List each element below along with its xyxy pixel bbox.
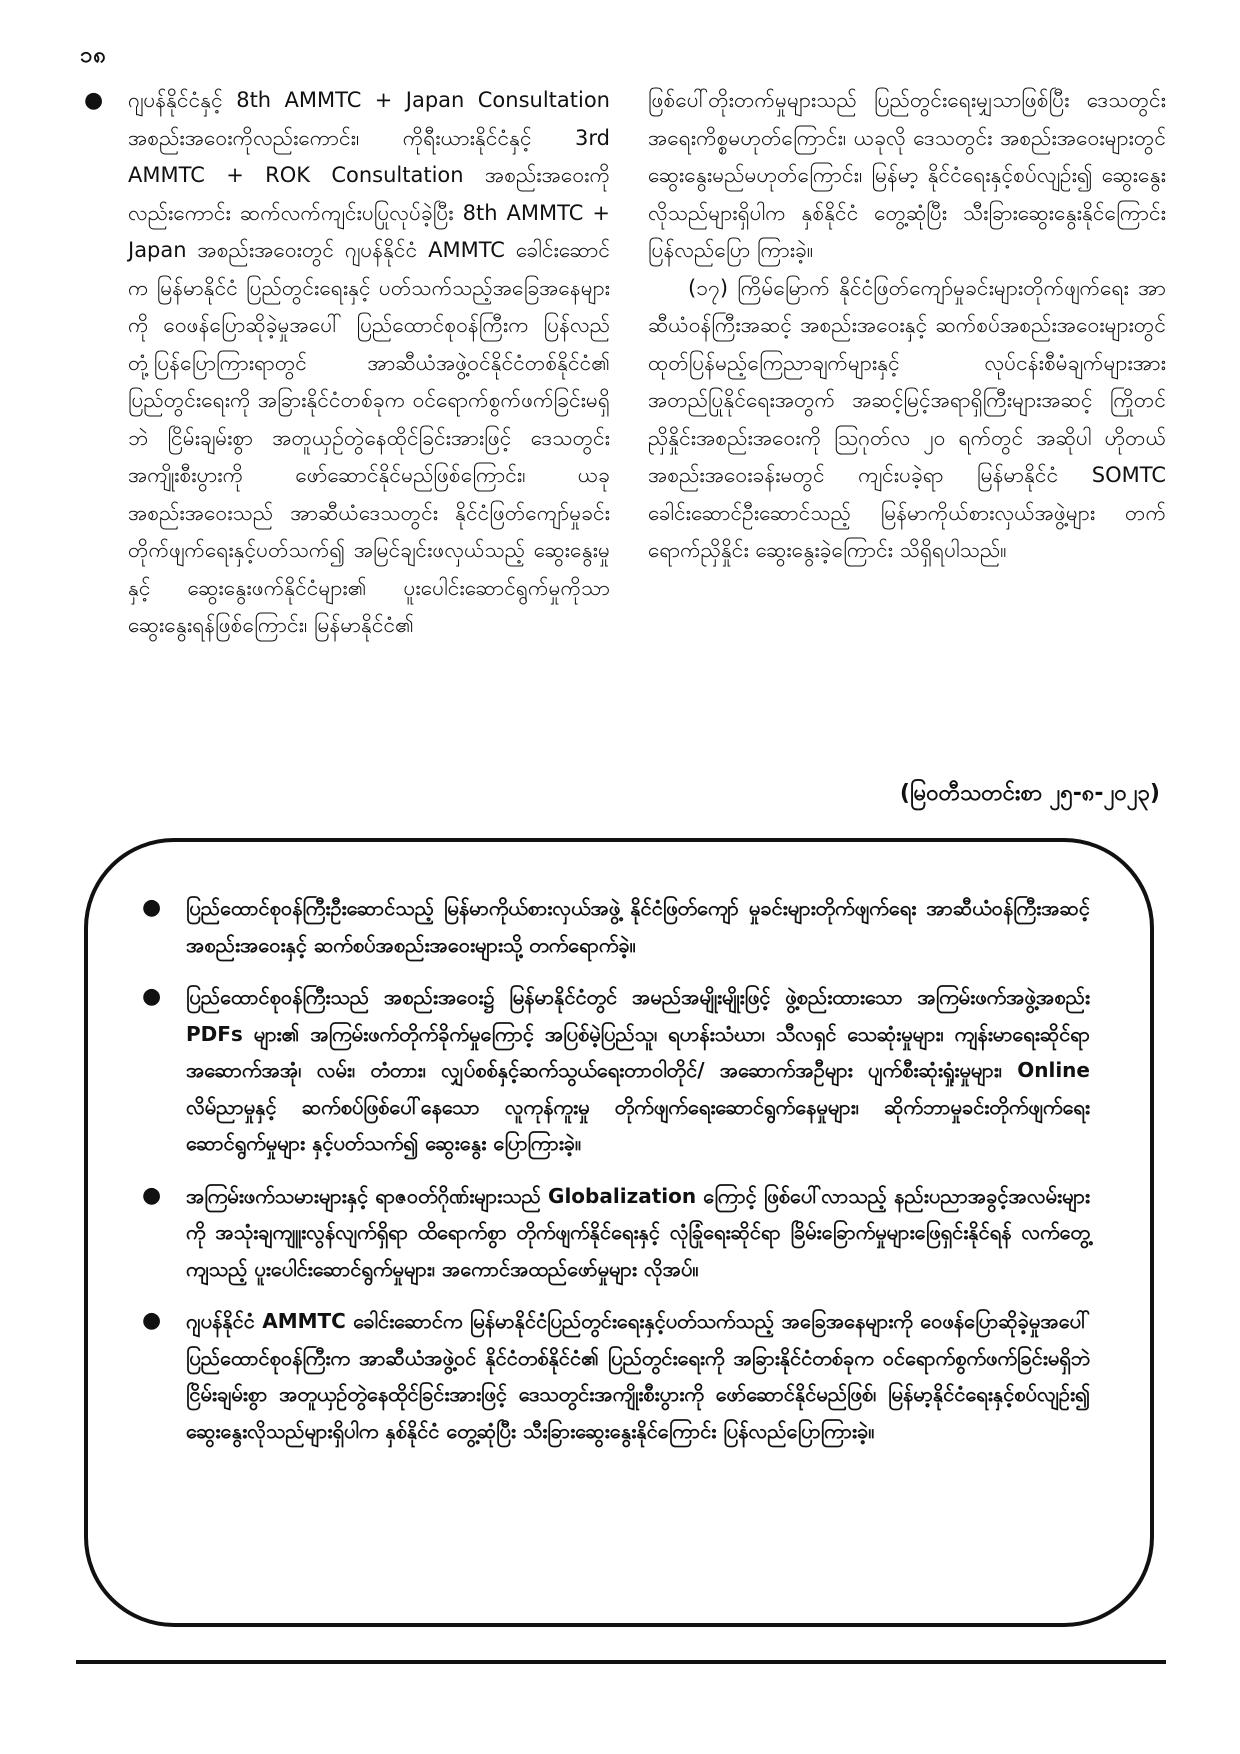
summary-box [84, 838, 1154, 1627]
bullet-icon: ● [84, 88, 104, 113]
bullet-icon: ● [142, 895, 162, 920]
summary-item [128, 979, 1090, 1162]
summary-item-text: ပြည်ထောင်စုဝန်ကြီးသည် အစည်းအဝေး၌ မြန်မာနိုင်ငံတွင် အမည်အမျိုးမျိုးဖြင့် ဖွဲ့စည်းထားသော အကြမ်းဖက်အဖွဲ့အစည်း PDFs များ၏ အကြမ်းဖက်တိုက်ခိုက်မှုကြောင့် အပြစ်မဲ့ပြည်သူ၊ ရဟန်းသံဃာ၊ သီလရှင် သေဆုံးမှုများ၊ ကျန်းမာရေးဆိုင်ရာ အဆောက်အအုံ၊ လမ်း၊ တံတား၊ လျှပ်စစ်နှင့်ဆက်သွယ်ရေးတာဝါတိုင်/ အဆောက်အဦများ ပျက်စီးဆုံးရှုံးမှုများ၊ Online လိမ်ညာမှုနှင့် ဆက်စပ်ဖြစ်ပေါ်နေသော လူကုန်ကူးမှု တိုက်ဖျက်ရေးဆောင်ရွက်နေမှုများ၊ ဆိုက်ဘာမှုခင်းတိုက်ဖျက်ရေးဆောင်ရွက်မှုများ နှင့်ပတ်သက်၍ ဆွေးနွေး ပြောကြားခဲ့။ [186, 985, 1090, 1155]
summary-list [128, 890, 1090, 1465]
summary-item-text: အကြမ်းဖက်သမားများနှင့် ရာဇဝတ်ဂိုဏ်းများသည် Globalization ကြောင့် ဖြစ်ပေါ်လာသည့် နည်းပညာအခွင့်အလမ်းများကို အသုံးချကျူးလွန်လျက်ရှိရာ ထိရောက်စွာ တိုက်ဖျက်နိုင်ရေးနှင့် လုံခြုံရေးဆိုင်ရာ ခြိမ်းခြောက်မှုများဖြေရှင်းနိုင်ရန် လက်တွေ့ကျသည့် ပူးပေါင်းဆောင်ရွက်မှုများ၊ အကောင်အထည်ဖော်မှုများ လိုအပ်။ [186, 1183, 1090, 1281]
article-columns [80, 82, 1166, 782]
right-column-paragraph-1: ဖြစ်ပေါ်တိုးတက်မှုများသည် ပြည်တွင်းရေးမျှသာဖြစ်ပြီး ဒေသတွင်းအရေးကိစ္စမဟုတ်ကြောင်း၊ ယခုလို ဒေသတွင်း အစည်းအဝေးများတွင် ဆွေးနွေးမည်မဟုတ်ကြောင်း၊ မြန်မာ့ နိုင်ငံရေးနှင့်စပ်လျဉ်း၍ ဆွေးနွေးလိုသည်များရှိပါက နှစ်နိုင်ငံ တွေ့ဆုံပြီး သီးခြားဆွေးနွေးနိုင်ကြောင်း ပြန်လည်ပြော ကြားခဲ့။ [648, 88, 1166, 262]
bullet-icon: ● [142, 1182, 162, 1208]
summary-item [128, 1178, 1090, 1288]
page-number: ၁၈ [80, 43, 107, 68]
right-column-paragraph-2: (၁၇) ကြိမ်မြောက် နိုင်ငံဖြတ်ကျော်မှုခင်းများတိုက်ဖျက်ရေး အာဆီယံဝန်ကြီးအဆင့် အစည်းအဝေးနှင့် ဆက်စပ်အစည်းအဝေးများတွင် ထုတ်ပြန်မည့်ကြေညာချက်များနှင့် လုပ်ငန်းစီမံချက်များအား အတည်ပြုနိုင်ရေးအတွက် အဆင့်မြင့်အရာရှိကြီးများအဆင့် ကြိုတင်ညှိနှိုင်းအစည်းအဝေးကို ဩဂုတ်လ ၂၀ ရက်တွင် အဆိုပါ ဟိုတယ် အစည်းအဝေးခန်းမတွင် ကျင်းပခဲ့ရာ မြန်မာနိုင်ငံ SOMTC ခေါင်းဆောင်ဦးဆောင်သည့် မြန်မာကိုယ်စားလှယ်အဖွဲ့များ တက်ရောက်ညှိနှိုင်း ဆွေးနွေးခဲ့ကြောင်း သိရှိရပါသည်။ [648, 275, 1166, 562]
summary-item [128, 1303, 1090, 1449]
left-column [80, 82, 610, 645]
summary-item [128, 890, 1090, 963]
footer-divider [76, 1660, 1166, 1664]
bullet-icon: ● [142, 1308, 162, 1333]
summary-item-text: ပြည်ထောင်စုဝန်ကြီးဦးဆောင်သည့် မြန်မာကိုယ်စားလှယ်အဖွဲ့ နိုင်ငံဖြတ်ကျော် မှုခင်းများတိုက်ဖျက်ရေး အာဆီယံဝန်ကြီးအဆင့်အစည်းအဝေးနှင့် ဆက်စပ်အစည်းအဝေးများသို့ တက်ရောက်ခဲ့။ [186, 896, 1090, 957]
bullet-icon: ● [142, 984, 162, 1009]
left-column-text: ဂျပန်နိုင်ငံနှင့် 8th AMMTC + Japan Consultation အစည်းအဝေးကိုလည်းကောင်း၊ ကိုရီးယားနိုင်ငံနှင့် 3rd AMMTC + ROK Consultation အစည်းအဝေးကိုလည်းကောင်း ဆက်လက်ကျင်းပပြုလုပ်ခဲ့ပြီး 8th AMMTC + Japan အစည်းအဝေးတွင် ဂျပန်နိုင်ငံ AMMTC ခေါင်းဆောင်က မြန်မာနိုင်ငံ ပြည်တွင်းရေးနှင့် ပတ်သက်သည့်အခြေအနေများကို ဝေဖန်ပြောဆိုခဲ့မှုအပေါ် ပြည်ထောင်စုဝန်ကြီးက ပြန်လည်တုံ့ပြန်ပြောကြားရာတွင် အာဆီယံအဖွဲ့ဝင်နိုင်ငံတစ်နိုင်ငံ၏ ပြည်တွင်းရေးကို အခြားနိုင်ငံတစ်ခုက ဝင်ရောက်စွက်ဖက်ခြင်းမရှိဘဲ ငြိမ်းချမ်းစွာ အတူယှဉ်တွဲနေထိုင်ခြင်းအားဖြင့် ဒေသတွင်းအကျိုးစီးပွားကို ဖော်ဆောင်နိုင်မည်ဖြစ်ကြောင်း၊ ယခုအစည်းအဝေးသည် အာဆီယံဒေသတွင်း နိုင်ငံဖြတ်ကျော်မှုခင်းတိုက်ဖျက်ရေးနှင့်ပတ်သက်၍ အမြင်ချင်းဖလှယ်သည့် ဆွေးနွေးမှုနှင့် ဆွေးနွေးဖက်နိုင်ငံများ၏ ပူးပေါင်းဆောင်ရွက်မှုကိုသာ ဆွေးနွေးရန်ဖြစ်ကြောင်း၊ မြန်မာနိုင်ငံ၏ [128, 88, 610, 637]
source-citation: (မြဝတီသတင်းစာ ၂၅-၈-၂၀၂၃) [899, 781, 1160, 806]
right-column [648, 82, 1166, 570]
summary-item-text: ဂျပန်နိုင်ငံ AMMTC ခေါင်းဆောင်က မြန်မာနိုင်ငံပြည်တွင်းရေးနှင့်ပတ်သက်သည့် အခြေအနေများကို ဝေဖန်ပြောဆိုခဲ့မှုအပေါ် ပြည်ထောင်စုဝန်ကြီးက အာဆီယံအဖွဲ့ဝင် နိုင်ငံတစ်နိုင်ငံ၏ ပြည်တွင်းရေးကို အခြားနိုင်ငံတစ်ခုက ဝင်ရောက်စွက်ဖက်ခြင်းမရှိဘဲ ငြိမ်းချမ်းစွာ အတူယှဉ်တွဲနေထိုင်ခြင်းအားဖြင့် ဒေသတွင်းအကျိုးစီးပွားကို ဖော်ဆောင်နိုင်မည်ဖြစ်၊ မြန်မာ့နိုင်ငံရေးနှင့်စပ်လျဉ်း၍ ဆွေးနွေးလိုသည်များရှိပါက နှစ်နိုင်ငံ တွေ့ဆုံပြီး သီးခြားဆွေးနွေးနိုင်ကြောင်း ပြန်လည်ပြောကြားခဲ့။ [186, 1309, 1090, 1443]
